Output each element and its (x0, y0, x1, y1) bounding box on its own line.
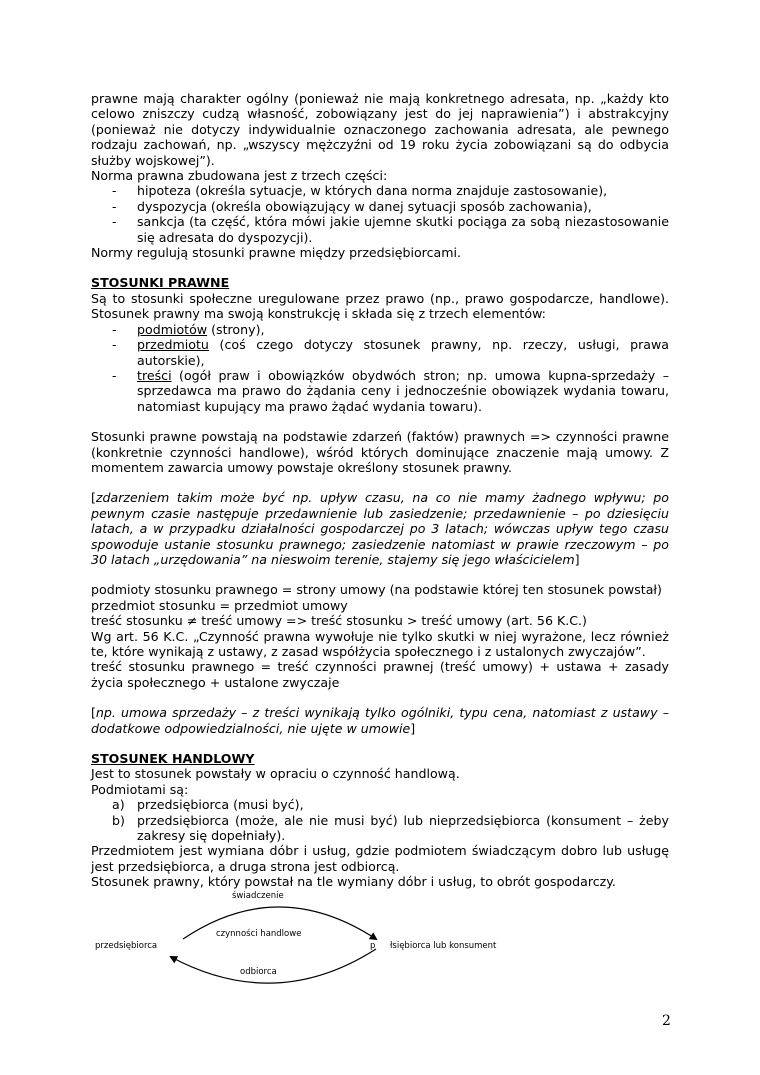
section2-paragraph-4: Stosunek prawny, który powstał na tle wymiany dóbr i usług, to obrót gospodarczy. (91, 874, 616, 890)
list-item-text: przedsiębiorca (może, ale nie musi być) lub nieprzedsiębiorca (konsument – żeby zakresy się dopełniały). (137, 812, 669, 844)
right-node-label: łsiębiorca lub konsument (390, 941, 497, 951)
list-item (91, 797, 669, 812)
section2-paragraph-1: Jest to stosunek powstały w opraciu o czynność handlową. (91, 766, 460, 782)
intro-paragraph-2: Norma prawna zbudowana jest z trzech części: (91, 168, 388, 184)
list-item-text: przedsiębiorca (musi być), (137, 797, 304, 813)
term-description: (ogół praw i obowiązków obydwóch stron; np. umowa kupna-sprzedaży – sprzedawca ma prawo do żądania ceny i jednocześnie obowiązek wydania towaru, natomiast kupujący ma prawo żądać wydania towaru). (137, 367, 669, 414)
bottom-label: odbiorca (240, 967, 277, 977)
list-item-text: hipoteza (określa sytuacje, w których dana norma znajduje zastosowanie), (137, 183, 608, 199)
example-text: np. umowa sprzedaży – z treści wynikają tylko ogólniki, typu cena, natomiast z ustawy – dodatkowe odpowiedzialności, nie ujęte w umowie (91, 705, 669, 736)
intro-paragraph-3: Normy regulują stosunki prawne między przedsiębiorcami. (91, 245, 461, 261)
page-number: 2 (662, 1013, 671, 1029)
list-marker: a) (112, 797, 125, 813)
section-heading-stosunki-prawne: STOSUNKI PRAWNE (91, 275, 230, 291)
list-item: - podmiotów (strony), (112, 321, 265, 337)
term-description: (strony), (207, 321, 265, 337)
example-note-1 (91, 490, 669, 567)
definition-line: przedmiot stosunku = przedmiot umowy (91, 597, 348, 613)
list-item: - sankcja (ta część, która mówi jakie ujemne skutki pociąga za sobą niezastosowanie się adresata do dyspozycji). (112, 214, 669, 245)
top-label: świadczenie (232, 891, 284, 901)
term: podmiotów (137, 321, 208, 337)
term: treści (137, 367, 172, 383)
right-node-prefix: p (370, 941, 376, 951)
document-page (91, 91, 669, 890)
section-heading-stosunek-handlowy: STOSUNEK HANDLOWY (91, 751, 255, 767)
bracket: [ (91, 705, 96, 721)
section2-paragraph-3: Przedmiotem jest wymiana dóbr i usług, gdzie podmiotem świadczącym dobro lub usługę jest przedsiębiorca, a druga strona jest odbiorcą. (91, 843, 669, 874)
elements-list (91, 322, 669, 414)
list-item-text: dyspozycja (określa obowiązujący w danej sytuacji sposób zachowania), (137, 198, 592, 214)
bracket: ] (410, 720, 416, 736)
bracket: ] (574, 551, 580, 567)
list-item: - treści (ogół praw i obowiązków obydwóch stron; np. umowa kupna-sprzedaży – sprzedawca ma prawo do żądania ceny i jednocześnie obowiązek wydania towaru, natomiast kupujący ma prawo żądać wydania towaru). (112, 367, 669, 414)
list-item: - dyspozycja (określa obowiązujący w danej sytuacji sposób zachowania), (112, 198, 592, 214)
section1-paragraph-2: Stosunki prawne powstają na podstawie zdarzeń (faktów) prawnych => czynności prawne (konkretnie czynności handlowe), wśród których dominujące znaczenie mają umowy. Z momentem zawarcia umowy powstaje określony stosunek prawny. (91, 429, 669, 475)
example-text: zdarzeniem takim może być np. upływ czasu, na co nie mamy żadnego wpływu; po pewnym czasie następuje przedawnienie lub zasiedzenie; przedawnienie – po dziesięciu latach, a w przypadku działalności gospodarczej po 3 latach; wówczas upływ tego czasu spowoduje ustanie stosunku prawnego; zasiedzenie natomiast w prawie rzeczowym – po 30 latach „urzędowania” na nieswoim terenie, stajemy się jego właścicielem (91, 490, 669, 567)
list-marker: b) (112, 812, 125, 828)
example-note-2 (91, 705, 669, 736)
definition-line: podmioty stosunku prawnego = strony umowy (na podstawie której ten stosunek powstał) (91, 582, 662, 598)
definition-line: treść stosunku ≠ treść umowy => treść stosunku > treść umowy (art. 56 K.C.) (91, 613, 587, 629)
bracket: [ (91, 490, 96, 506)
term: przedmiotu (137, 337, 209, 353)
list-item (91, 813, 669, 844)
definition-line: Wg art. 56 K.C. „Czynność prawna wywołuje nie tylko skutki w niej wyrażone, lecz również te, które wynikają z ustawy, z zasad współżycia społecznego i z ustalonych zwyczajów”. (91, 628, 669, 659)
norm-parts-list (91, 183, 669, 245)
list-item: - hipoteza (określa sytuacje, w których dana norma znajduje zastosowanie), (112, 183, 608, 199)
definition-line: treść stosunku prawnego = treść czynności prawnej (treść umowy) + ustawa + zasady życia społecznego + ustalone zwyczaje (91, 659, 669, 690)
left-node-label: przedsiębiorca (95, 941, 158, 951)
section2-paragraph-2: Podmiotami są: (91, 781, 189, 797)
list-item-text: sankcja (ta część, która mówi jakie ujemne skutki pociąga za sobą niezastosowanie się adresata do dyspozycji). (137, 214, 669, 245)
subjects-list (91, 797, 669, 843)
term-description: (coś czego dotyczy stosunek prawny, np. rzeczy, usługi, prawa autorskie), (137, 337, 669, 368)
intro-paragraph-1: prawne mają charakter ogólny (ponieważ nie mają konkretnego adresata, np. „każdy kto celowo zniszczy cudzą własność, zobowiązany jest do jej naprawienia”) i abstrakcyjny (ponieważ nie dotyczy indywidualnie oznaczonego zachowania adresata, ale pewnego rodzaju zachowań, np. „wszyscy mężczyźni od 19 roku życia zobowiązani są do odbycia służby wojskowej”). (91, 91, 669, 168)
section1-paragraph-1: Są to stosunki społeczne uregulowane przez prawo (np., prawo gospodarcze, handlowe). Stosunek prawny ma swoją konstrukcję i składa się z trzech elementów: (91, 290, 669, 322)
middle-label: czynności handlowe (216, 929, 302, 939)
exchange-diagram (0, 885, 760, 985)
list-item: - przedmiotu (coś czego dotyczy stosunek prawny, np. rzeczy, usługi, prawa autorskie), (112, 337, 669, 368)
